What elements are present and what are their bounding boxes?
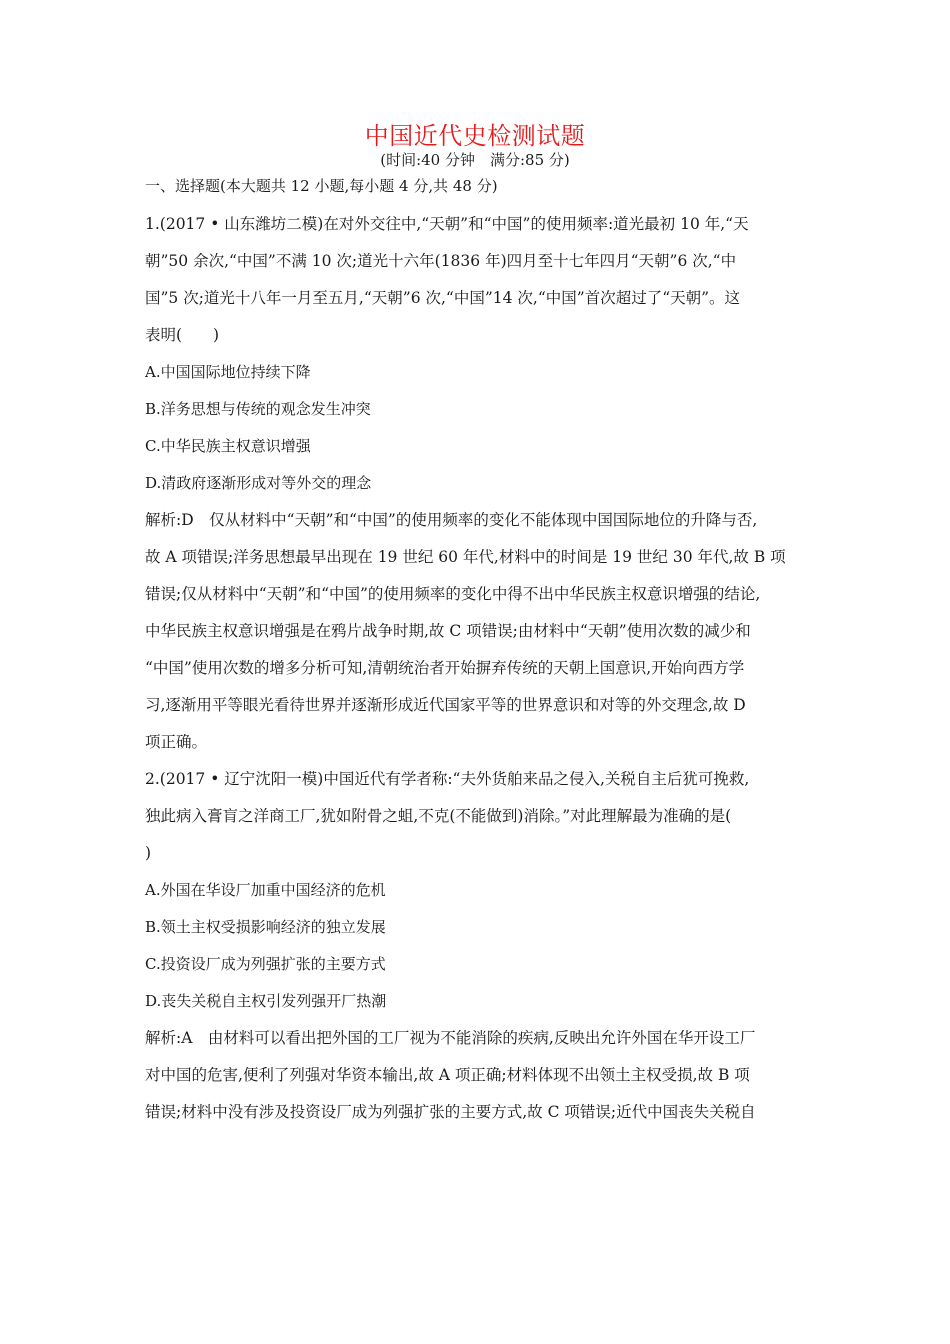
question-1-analysis-line: 项正确。	[145, 733, 208, 751]
question-2-option-a: A.外国在华设厂加重中国经济的危机	[145, 881, 386, 899]
exam-time-score: (时间:40 分钟 满分:85 分)	[380, 151, 570, 169]
question-1-stem-line: 1.(2017 • 山东潍坊二模)在对外交往中,“天朝”和“中国”的使用频率:道光最初 10 年,“天	[145, 215, 749, 233]
question-2-option-c: C.投资设厂成为列强扩张的主要方式	[145, 955, 386, 973]
question-2-stem-line: 独此病入膏肓之洋商工厂,犹如附骨之蛆,不克(不能做到)消除。”对此理解最为准确的是(	[145, 807, 732, 825]
question-1-stem-line: 表明( )	[145, 326, 220, 344]
page-title: 中国近代史检测试题	[364, 122, 586, 150]
question-2-option-d: D.丧失关税自主权引发列强开厂热潮	[145, 992, 387, 1010]
question-1-analysis-line: 中华民族主权意识增强是在鸦片战争时期,故 C 项错误;由材料中“天朝”使用次数的减少和	[145, 622, 751, 640]
question-1-option-a: A.中国国际地位持续下降	[145, 363, 311, 381]
question-2-option-b: B.领土主权受损影响经济的独立发展	[145, 918, 386, 936]
question-1-option-d: D.清政府逐渐形成对等外交的理念	[145, 474, 372, 492]
question-1-analysis-line: 故 A 项错误;洋务思想最早出现在 19 世纪 60 年代,材料中的时间是 19 世纪 30 年代,故 B 项	[145, 548, 786, 566]
question-2-analysis-line: 错误;材料中没有涉及投资设厂成为列强扩张的主要方式,故 C 项错误;近代中国丧失关税自	[145, 1103, 756, 1121]
question-1-option-c: C.中华民族主权意识增强	[145, 437, 311, 455]
section-heading: 一、选择题(本大题共 12 小题,每小题 4 分,共 48 分)	[145, 177, 498, 195]
question-2-analysis-line: 对中国的危害,便利了列强对华资本输出,故 A 项正确;材料体现不出领土主权受损,故 B 项	[145, 1066, 750, 1084]
question-2-analysis-line: 解析:A 由材料可以看出把外国的工厂视为不能消除的疾病,反映出允许外国在华开设工厂	[145, 1029, 756, 1047]
question-1-analysis-line: 解析:D 仅从材料中“天朝”和“中国”的使用频率的变化不能体现中国国际地位的升降与否,	[145, 511, 758, 529]
question-1-analysis-line: 习,逐渐用平等眼光看待世界并逐渐形成近代国家平等的世界意识和对等的外交理念,故 D	[145, 696, 746, 714]
question-1-option-b: B.洋务思想与传统的观念发生冲突	[145, 400, 371, 418]
question-1-analysis-line: “中国”使用次数的增多分析可知,清朝统治者开始摒弃传统的天朝上国意识,开始向西方学	[145, 659, 745, 677]
question-1-stem-line: 国”5 次;道光十八年一月至五月,“天朝”6 次,“中国”14 次,“中国”首次超过了“天朝”。这	[145, 289, 741, 307]
question-1-analysis-line: 错误;仅从材料中“天朝”和“中国”的使用频率的变化中得不出中华民族主权意识增强的结论,	[145, 585, 761, 603]
question-2-stem-line: 2.(2017 • 辽宁沈阳一模)中国近代有学者称:“夫外货舶来品之侵入,关税自主后犹可挽救,	[145, 770, 750, 788]
question-2-stem-line: )	[145, 844, 152, 862]
question-1-stem-line: 朝”50 余次,“中国”不满 10 次;道光十六年(1836 年)四月至十七年四月“天朝”6 次,“中	[145, 252, 737, 270]
